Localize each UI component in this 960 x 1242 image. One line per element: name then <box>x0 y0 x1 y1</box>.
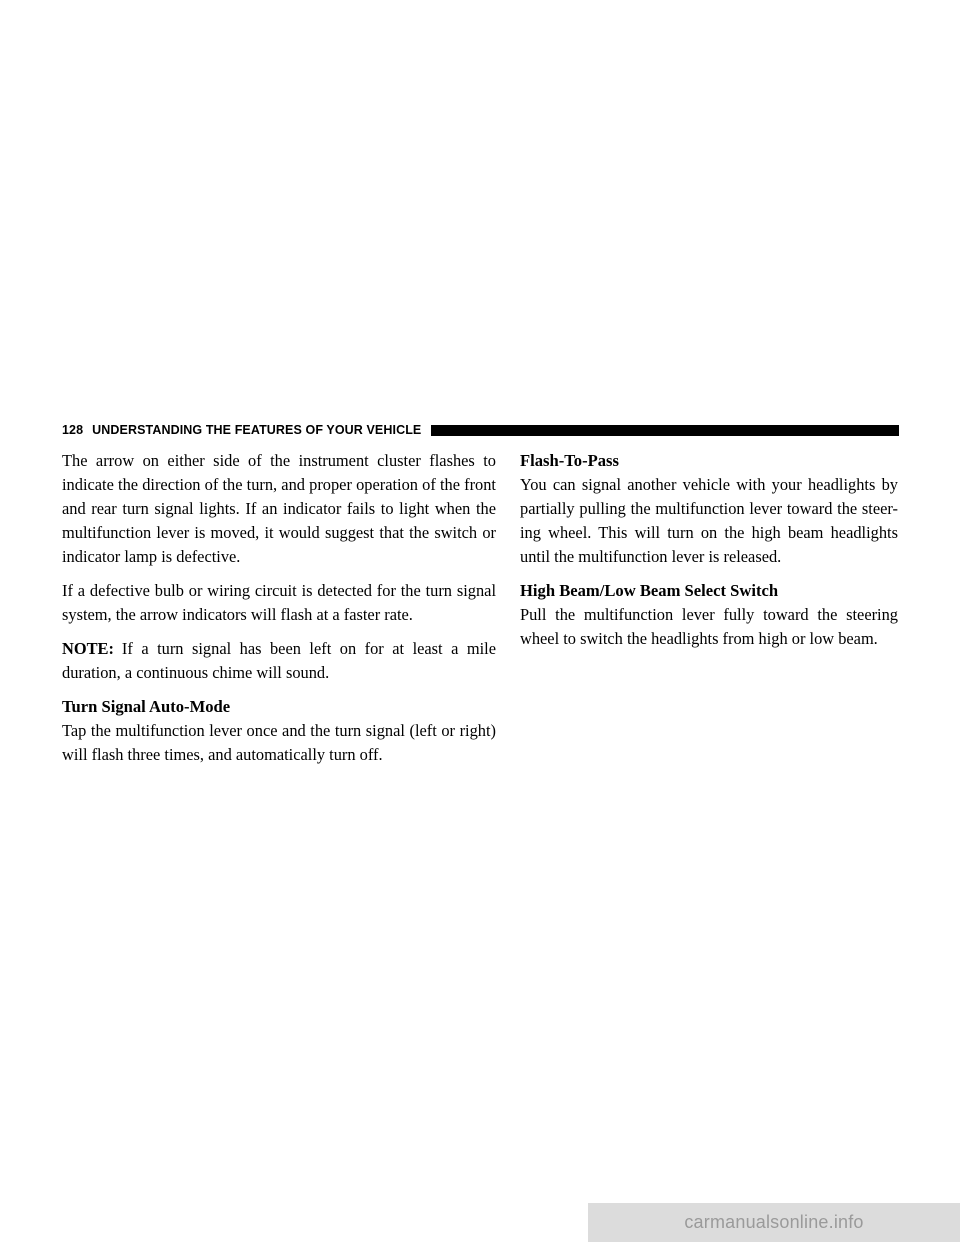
heading-auto-mode: Turn Signal Auto-Mode <box>62 697 231 716</box>
page-header <box>62 419 899 441</box>
paragraph-auto-mode: Tap the multifunction lever once and the turn signal (left or right) will flash three times, and automatically turn off. <box>62 721 496 764</box>
note-paragraph <box>62 637 496 685</box>
paragraph-defective-bulb: If a defective bulb or wiring circuit is detected for the turn signal system, the arrow indicators will flash at a faster rate. <box>62 581 496 624</box>
watermark-footer <box>588 1203 960 1242</box>
paragraph-turn-arrow: The arrow on either side of the instrument cluster flashes to indicate the direction of the turn, and proper operation of the front and rear turn signal lights. If an indicator fails to light when the multifunction lever is moved, it would suggest that the switch or indicator lamp is defective. <box>62 451 496 566</box>
heading-beam-select: High Beam/Low Beam Select Switch <box>520 581 779 600</box>
heading-flash-to-pass: Flash-To-Pass <box>520 451 619 470</box>
paragraph-flash-to-pass: You can signal another vehicle with your headlights by partially pulling the multifunction lever toward the steer-ing wheel. This will turn on the high beam headlights until the multifunction lever is released. <box>520 475 898 566</box>
section-title: UNDERSTANDING THE FEATURES OF YOUR VEHICLE <box>92 423 422 437</box>
note-text: If a turn signal has been left on for at least a mile duration, a continuous chime will sound. <box>62 639 496 682</box>
page-number: 128 <box>62 423 84 437</box>
note-label: NOTE: <box>62 639 114 658</box>
watermark-text: carmanualsonline.info <box>684 1212 864 1232</box>
left-column <box>62 449 496 777</box>
right-column <box>520 449 898 661</box>
header-rule <box>431 425 899 436</box>
paragraph-beam-select: Pull the multifunction lever fully toward the steering wheel to switch the headlights from high or low beam. <box>520 605 898 648</box>
